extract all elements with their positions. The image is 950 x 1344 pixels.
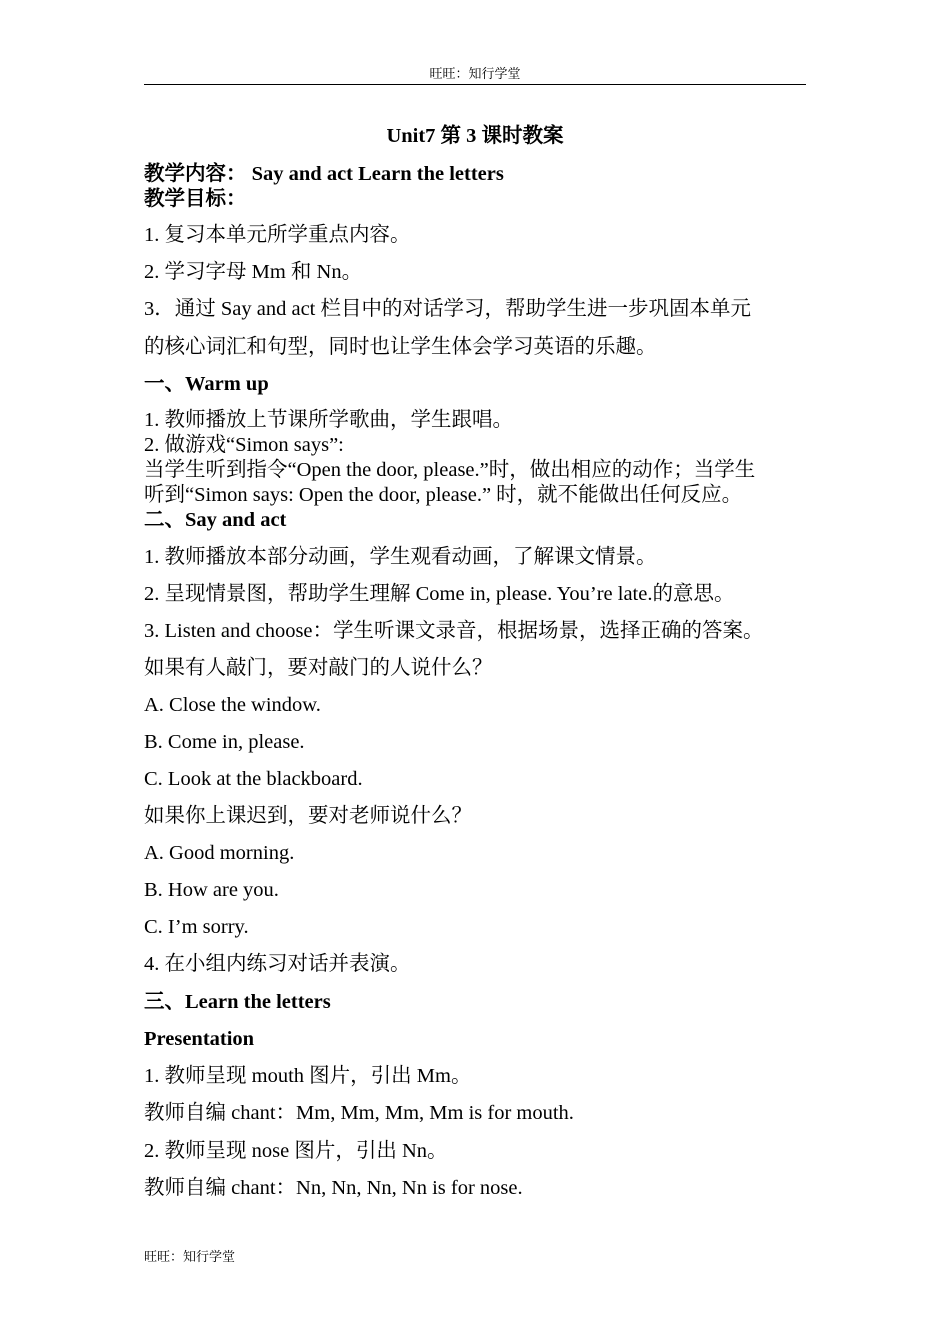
- letters-line: 教师自编 chant：Nn, Nn, Nn, Nn is for nose.: [144, 1177, 523, 1199]
- letters-line: 1. 教师呈现 mouth 图片，引出 Mm。: [144, 1065, 472, 1087]
- document-title: Unit7 第 3 课时教案: [386, 125, 564, 147]
- content-heading: 教学内容： Say and act Learn the letters: [144, 163, 504, 185]
- section-heading-say-and-act: 二、Say and act: [144, 509, 287, 531]
- objectives-heading: 教学目标：: [144, 188, 247, 210]
- answer-option: A. Close the window.: [144, 694, 321, 716]
- answer-option: A. Good morning.: [144, 842, 295, 864]
- objective-item: 1. 复习本单元所学重点内容。: [144, 224, 411, 246]
- objective-item: 3．通过 Say and act 栏目中的对话学习，帮助学生进一步巩固本单元: [144, 298, 751, 320]
- say-and-act-line: 3. Listen and choose：学生听课文录音，根据场景，选择正确的答案。: [144, 620, 764, 642]
- answer-option: C. Look at the blackboard.: [144, 768, 363, 790]
- answer-option: B. How are you.: [144, 879, 279, 901]
- question-text: 如果你上课迟到，要对老师说什么？: [144, 805, 472, 827]
- objective-item: 的核心词汇和句型，同时也让学生体会学习英语的乐趣。: [144, 336, 657, 358]
- question-text: 如果有人敲门，要对敲门的人说什么？: [144, 657, 493, 679]
- warmup-line: 1. 教师播放上节课所学歌曲，学生跟唱。: [144, 409, 513, 431]
- answer-option: C. I’m sorry.: [144, 916, 249, 938]
- letters-line: 教师自编 chant：Mm, Mm, Mm, Mm is for mouth.: [144, 1102, 574, 1124]
- warmup-line: 当学生听到指令“Open the door, please.”时，做出相应的动作；当学生: [144, 459, 756, 481]
- letters-line: 2. 教师呈现 nose 图片，引出 Nn。: [144, 1140, 448, 1162]
- warmup-line: 2. 做游戏“Simon says”:: [144, 434, 344, 456]
- say-and-act-line: 2. 呈现情景图，帮助学生理解 Come in, please. You’re late.的意思。: [144, 583, 735, 605]
- subheading-presentation: Presentation: [144, 1028, 255, 1050]
- warmup-line: 听到“Simon says: Open the door, please.” 时，就不能做出任何反应。: [144, 484, 743, 506]
- say-and-act-line: 4. 在小组内练习对话并表演。: [144, 953, 411, 975]
- objective-item: 2. 学习字母 Mm 和 Nn。: [144, 261, 363, 283]
- answer-option: B. Come in, please.: [144, 731, 305, 753]
- say-and-act-line: 1. 教师播放本部分动画，学生观看动画，了解课文情景。: [144, 546, 657, 568]
- section-heading-warmup: 一、Warm up: [144, 373, 269, 395]
- section-heading-learn-letters: 三、Learn the letters: [144, 991, 331, 1013]
- page-footer: 旺旺：知行学堂: [144, 1249, 236, 1264]
- page-header: 旺旺：知行学堂: [144, 66, 806, 85]
